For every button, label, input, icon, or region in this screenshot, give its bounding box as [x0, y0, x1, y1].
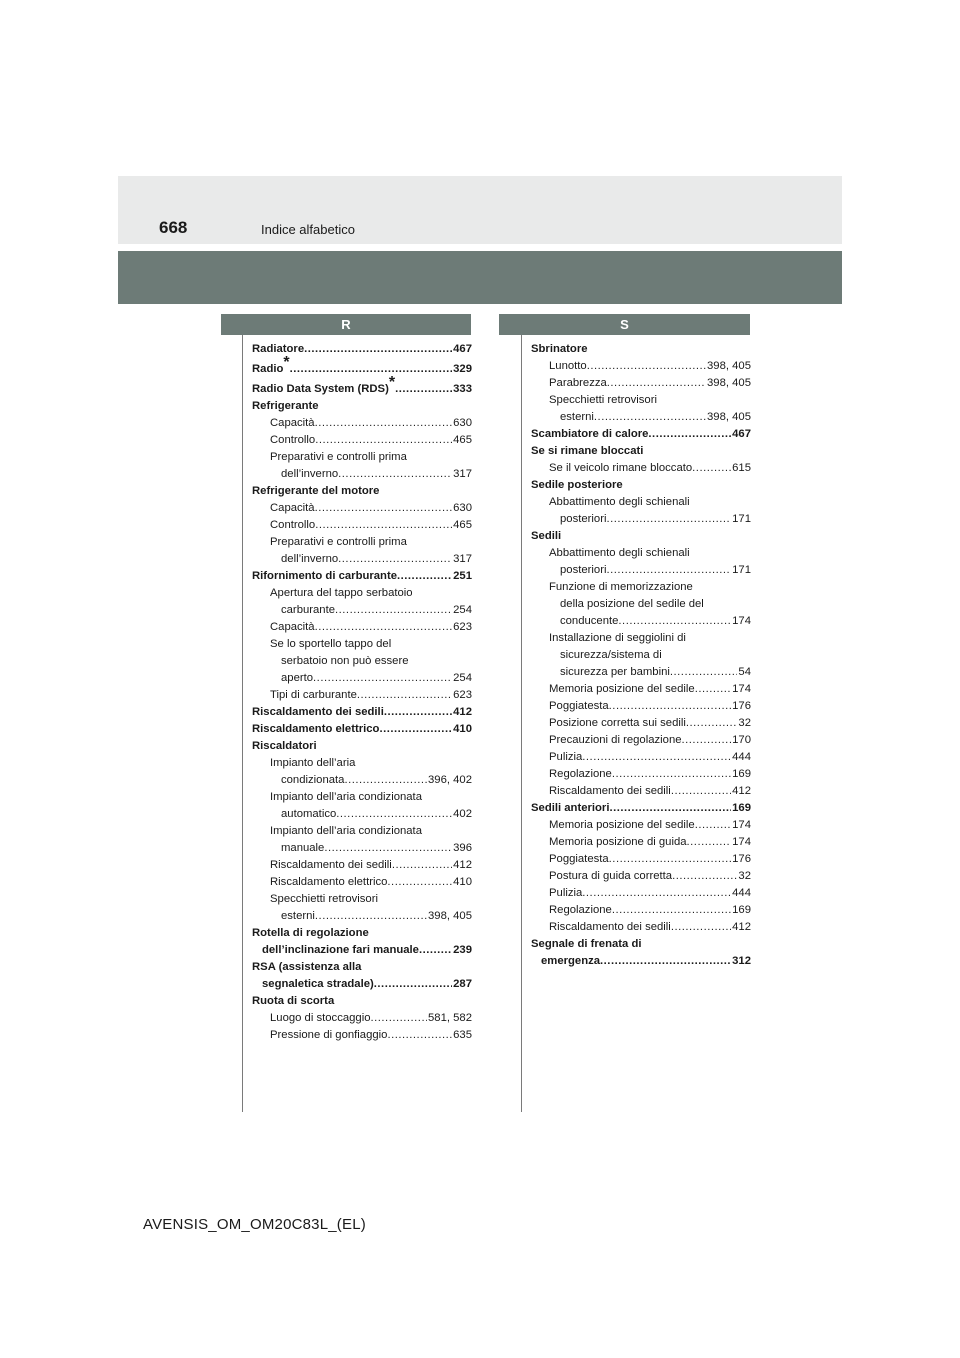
index-entry-page: 630	[453, 502, 472, 514]
index-entry-text: serbatoio non può essere	[281, 655, 409, 667]
index-entry	[531, 902, 751, 919]
index-entry-text: Precauzioni di regolazione	[549, 734, 682, 746]
index-entry-text: Funzione di memorizzazione	[549, 581, 693, 593]
header-band	[118, 176, 842, 244]
index-entry-text: posteriori	[560, 564, 607, 576]
index-entry-page: 412	[453, 706, 472, 718]
dot-leader	[315, 432, 452, 449]
index-entry-text: Refrigerante del motore	[252, 485, 380, 497]
index-entry-text: Riscaldamento dei sedili	[270, 859, 392, 871]
dot-leader	[338, 466, 452, 483]
dot-leader	[313, 670, 452, 687]
dot-leader	[600, 953, 731, 970]
index-entry-text: Memoria posizione del sedile	[549, 683, 695, 695]
index-entry-page: 444	[732, 751, 751, 763]
dot-leader	[379, 721, 452, 738]
index-entry-page: 402	[453, 808, 472, 820]
index-entry-page: 32	[738, 870, 751, 882]
index-entry	[531, 477, 751, 494]
dot-leader	[692, 460, 731, 477]
index-entry-text: dell’inverno	[281, 468, 339, 480]
index-entry	[252, 374, 472, 398]
index-entry-text: manuale	[281, 842, 325, 854]
index-entry-text: esterni	[281, 910, 315, 922]
index-entry-text: Regolazione	[549, 904, 612, 916]
dot-leader	[336, 806, 452, 823]
index-entry-page: 170	[732, 734, 751, 746]
index-entry-page: 254	[453, 672, 472, 684]
index-entry	[252, 568, 472, 585]
index-entry	[252, 517, 472, 534]
index-entry-page: 581, 582	[428, 1012, 472, 1024]
index-entry-text: Rifornimento di carburante	[252, 570, 397, 582]
index-entry	[252, 942, 472, 959]
index-entry	[531, 868, 751, 885]
asterisk-icon: *	[388, 374, 396, 391]
index-entry	[252, 354, 472, 378]
index-entry	[531, 817, 751, 834]
index-entry-text: Memoria posizione di guida	[549, 836, 687, 848]
index-entry-page: 54	[738, 666, 751, 678]
index-entry	[531, 358, 751, 375]
index-entry-page: 174	[732, 615, 751, 627]
index-column-s	[531, 341, 751, 970]
index-entry-text: sicurezza/sistema di	[560, 649, 662, 661]
dot-leader	[315, 500, 453, 517]
index-entry	[252, 789, 472, 806]
index-entry-text: esterni	[560, 411, 594, 423]
column-divider-right	[521, 335, 522, 1112]
document-code: AVENSIS_OM_OM20C83L_(EL)	[143, 1216, 366, 1233]
column-divider-left	[242, 335, 243, 1112]
dot-leader	[582, 885, 731, 902]
index-entry	[252, 976, 472, 993]
dot-leader	[304, 341, 452, 358]
index-entry	[252, 551, 472, 568]
index-entry	[531, 528, 751, 545]
index-entry-page: 171	[732, 513, 751, 525]
index-entry-text: Se il veicolo rimane bloccato	[549, 462, 693, 474]
index-entry-page: 398, 405	[707, 411, 751, 423]
index-entry	[531, 596, 751, 613]
index-entry-page: 174	[732, 819, 751, 831]
index-entry-page: 176	[732, 700, 751, 712]
dot-leader	[670, 664, 738, 681]
dot-leader	[582, 749, 731, 766]
dot-leader	[618, 613, 731, 630]
index-entry	[252, 840, 472, 857]
dot-leader	[371, 1010, 428, 1027]
index-entry-page: 398, 405	[707, 360, 751, 372]
index-entry-page: 169	[732, 768, 751, 780]
index-entry-text: Radio*	[252, 354, 290, 375]
dot-leader	[606, 562, 731, 579]
index-entry-page: 412	[732, 785, 751, 797]
dot-leader	[338, 551, 452, 568]
index-entry-page: 174	[732, 836, 751, 848]
section-title: Indice alfabetico	[261, 222, 355, 237]
index-entry	[252, 619, 472, 636]
index-entry	[252, 993, 472, 1010]
index-entry-text: Radiatore	[252, 343, 305, 355]
index-entry-text: Radio Data System (RDS)*	[252, 374, 396, 395]
index-entry	[252, 398, 472, 415]
index-entry	[531, 613, 751, 630]
index-entry	[531, 426, 751, 443]
dot-leader	[609, 698, 731, 715]
index-entry	[252, 432, 472, 449]
index-entry-page: 465	[453, 519, 472, 531]
index-entry-text: RSA (assistenza alla	[252, 961, 362, 973]
index-entry	[531, 562, 751, 579]
index-entry	[531, 715, 751, 732]
index-entry-page: 239	[453, 944, 472, 956]
dot-leader	[607, 375, 706, 392]
index-entry-page: 317	[453, 553, 472, 565]
index-entry	[531, 630, 751, 647]
index-entry-page: 615	[732, 462, 751, 474]
dot-leader	[315, 619, 453, 636]
index-entry-text: Lunotto	[549, 360, 587, 372]
index-entry-text: Preparativi e controlli prima	[270, 536, 407, 548]
index-entry	[252, 1010, 472, 1027]
index-entry	[252, 466, 472, 483]
index-entry-page: 444	[732, 887, 751, 899]
index-entry	[252, 891, 472, 908]
index-entry-page: 396	[453, 842, 472, 854]
asterisk-icon: *	[283, 354, 290, 371]
index-entry-text: Luogo di stoccaggio	[270, 1012, 371, 1024]
index-entry	[252, 585, 472, 602]
index-entry	[252, 1027, 472, 1044]
index-entry	[252, 857, 472, 874]
index-entry-page: 254	[453, 604, 472, 616]
index-entry	[252, 908, 472, 925]
index-entry-text: Refrigerante	[252, 400, 319, 412]
index-entry	[531, 783, 751, 800]
dot-leader	[374, 976, 452, 993]
index-entry-text: Sedili	[531, 530, 562, 542]
index-entry-text: Parabrezza	[549, 377, 607, 389]
index-entry	[531, 851, 751, 868]
index-entry	[252, 959, 472, 976]
dot-leader	[397, 568, 452, 585]
index-entry	[252, 449, 472, 466]
index-entry-page: 623	[453, 621, 472, 633]
index-entry-page: 630	[453, 417, 472, 429]
dot-leader	[671, 919, 731, 936]
index-entry-text: Posizione corretta sui sedili	[549, 717, 686, 729]
index-entry-text: conducente	[560, 615, 619, 627]
index-entry-text: Pulizia	[549, 751, 583, 763]
dot-leader	[609, 800, 731, 817]
index-entry	[252, 755, 472, 772]
index-entry-text: Riscaldamento elettrico	[252, 723, 380, 735]
dot-leader	[671, 783, 731, 800]
index-entry-text: Rotella di regolazione	[252, 927, 369, 939]
index-entry-text: Poggiatesta	[549, 700, 609, 712]
index-entry-text: Se lo sportello tappo del	[270, 638, 392, 650]
index-entry	[531, 749, 751, 766]
dot-leader	[384, 704, 452, 721]
index-entry	[252, 534, 472, 551]
index-entry-text: Riscaldamento dei sedili	[549, 785, 671, 797]
index-entry-text: Tipi di carburante	[270, 689, 357, 701]
index-entry-text: Controllo	[270, 519, 316, 531]
dot-leader	[315, 908, 427, 925]
index-entry-text: Riscaldamento dei sedili	[549, 921, 671, 933]
index-entry-text: Impianto dell’aria condizionata	[270, 825, 422, 837]
index-entry	[252, 772, 472, 789]
letter-heading-s: S	[499, 314, 750, 335]
index-entry-page: 410	[453, 723, 472, 735]
index-entry-text: segnaletica stradale)	[262, 978, 374, 990]
dot-leader	[609, 851, 731, 868]
index-entry-text: Sbrinatore	[531, 343, 588, 355]
index-entry-page: 623	[453, 689, 472, 701]
index-entry	[531, 409, 751, 426]
index-entry-text: Capacità	[270, 502, 315, 514]
index-entry-text: Impianto dell’aria	[270, 757, 356, 769]
index-column-r	[252, 341, 472, 1044]
index-entry-text: Abbattimento degli schienali	[549, 496, 690, 508]
index-entry-text: Riscaldatori	[252, 740, 317, 752]
index-entry-page: 329	[453, 363, 472, 375]
dot-leader	[357, 687, 452, 704]
index-entry	[531, 766, 751, 783]
page-number: 668	[159, 218, 188, 237]
dot-leader	[648, 426, 731, 443]
dot-leader	[344, 772, 427, 789]
dot-leader	[612, 902, 731, 919]
dot-leader	[682, 732, 732, 749]
dot-leader	[612, 766, 731, 783]
index-entry-page: 467	[732, 428, 751, 440]
index-entry-page: 412	[453, 859, 472, 871]
index-entry-text: della posizione del sedile del	[560, 598, 704, 610]
index-entry-text: aperto	[281, 672, 314, 684]
index-entry-page: 287	[453, 978, 472, 990]
index-entry-text: Sedile posteriore	[531, 479, 623, 491]
index-entry-page: 251	[453, 570, 472, 582]
index-entry-page: 176	[732, 853, 751, 865]
index-entry-text: Riscaldamento dei sedili	[252, 706, 384, 718]
index-entry	[531, 494, 751, 511]
index-entry-text: Apertura del tappo serbatoio	[270, 587, 413, 599]
index-entry	[531, 460, 751, 477]
dot-leader	[387, 874, 452, 891]
index-entry-text: Controllo	[270, 434, 316, 446]
index-entry-text: Sedili anteriori	[531, 802, 610, 814]
index-entry	[252, 636, 472, 653]
index-entry	[252, 602, 472, 619]
index-entry-text: Ruota di scorta	[252, 995, 335, 1007]
index-entry-text: Abbattimento degli schienali	[549, 547, 690, 559]
index-entry-page: 171	[732, 564, 751, 576]
index-entry	[531, 443, 751, 460]
index-entry-text: Postura di guida corretta	[549, 870, 673, 882]
dot-leader	[387, 1027, 452, 1044]
index-entry	[531, 664, 751, 681]
dot-leader	[290, 361, 453, 378]
dot-leader	[695, 681, 731, 698]
index-entry-text: Installazione di seggiolini di	[549, 632, 686, 644]
index-entry-text: Pulizia	[549, 887, 583, 899]
index-entry-page: 410	[453, 876, 472, 888]
dot-leader	[672, 868, 737, 885]
index-entry-text: Pressione di gonfiaggio	[270, 1029, 388, 1041]
index-entry-page: 467	[453, 343, 472, 355]
index-entry-text: Segnale di frenata di	[531, 938, 642, 950]
letter-heading-r: R	[221, 314, 471, 335]
index-entry	[252, 925, 472, 942]
index-entry-text: Poggiatesta	[549, 853, 609, 865]
dot-leader	[419, 942, 452, 959]
index-entry	[531, 732, 751, 749]
index-entry	[252, 483, 472, 500]
dot-leader	[315, 517, 452, 534]
dot-leader	[695, 817, 731, 834]
index-entry-page: 398, 405	[428, 910, 472, 922]
index-entry	[252, 823, 472, 840]
index-entry-text: condizionata	[281, 774, 345, 786]
index-entry	[531, 919, 751, 936]
index-entry-text: Specchietti retrovisori	[270, 893, 378, 905]
index-entry	[531, 545, 751, 562]
dot-leader	[395, 381, 452, 398]
index-entry	[252, 687, 472, 704]
header-dark-band	[118, 251, 842, 304]
index-entry-page: 169	[732, 904, 751, 916]
index-entry	[531, 953, 751, 970]
dot-leader	[687, 834, 732, 851]
index-entry-text: Memoria posizione del sedile	[549, 819, 695, 831]
index-entry	[531, 885, 751, 902]
index-entry	[531, 698, 751, 715]
index-entry-text: Se si rimane bloccati	[531, 445, 644, 457]
index-entry	[531, 800, 751, 817]
index-entry-page: 333	[453, 383, 472, 395]
dot-leader	[315, 415, 453, 432]
index-entry-page: 635	[453, 1029, 472, 1041]
index-entry-page: 169	[732, 802, 751, 814]
index-entry	[252, 806, 472, 823]
index-entry	[252, 721, 472, 738]
index-entry-page: 174	[732, 683, 751, 695]
index-entry-text: dell’inverno	[281, 553, 339, 565]
index-entry-text: Scambiatore di calore	[531, 428, 649, 440]
index-entry	[531, 579, 751, 596]
index-entry	[252, 738, 472, 755]
index-entry	[252, 415, 472, 432]
index-entry	[252, 670, 472, 687]
index-entry	[531, 511, 751, 528]
index-entry-text: Capacità	[270, 621, 315, 633]
dot-leader	[594, 409, 706, 426]
index-entry	[252, 874, 472, 891]
index-entry-page: 312	[732, 955, 751, 967]
index-entry	[531, 834, 751, 851]
index-entry-text: Specchietti retrovisori	[549, 394, 657, 406]
index-entry-page: 398, 405	[707, 377, 751, 389]
index-entry-text: Preparativi e controlli prima	[270, 451, 407, 463]
index-entry	[531, 681, 751, 698]
dot-leader	[606, 511, 731, 528]
index-entry-page: 396, 402	[428, 774, 472, 786]
index-entry-text: Impianto dell’aria condizionata	[270, 791, 422, 803]
index-entry	[252, 704, 472, 721]
dot-leader	[686, 715, 738, 732]
index-entry-text: emergenza	[541, 955, 601, 967]
index-entry-page: 317	[453, 468, 472, 480]
dot-leader	[324, 840, 452, 857]
index-entry	[531, 647, 751, 664]
index-entry-page: 465	[453, 434, 472, 446]
index-entry	[531, 936, 751, 953]
index-entry-text: Capacità	[270, 417, 315, 429]
index-entry-text: posteriori	[560, 513, 607, 525]
index-entry	[531, 392, 751, 409]
index-entry-page: 32	[738, 717, 751, 729]
index-entry	[531, 375, 751, 392]
index-entry	[252, 500, 472, 517]
index-entry-text: dell’inclinazione fari manuale	[262, 944, 419, 956]
index-entry-text: automatico	[281, 808, 337, 820]
index-entry-text: carburante	[281, 604, 336, 616]
index-entry	[531, 341, 751, 358]
index-entry-text: sicurezza per bambini	[560, 666, 670, 678]
index-entry-text: Regolazione	[549, 768, 612, 780]
dot-leader	[392, 857, 452, 874]
index-entry-text: Riscaldamento elettrico	[270, 876, 388, 888]
index-entry	[252, 653, 472, 670]
index-entry-page: 412	[732, 921, 751, 933]
dot-leader	[587, 358, 706, 375]
dot-leader	[335, 602, 452, 619]
